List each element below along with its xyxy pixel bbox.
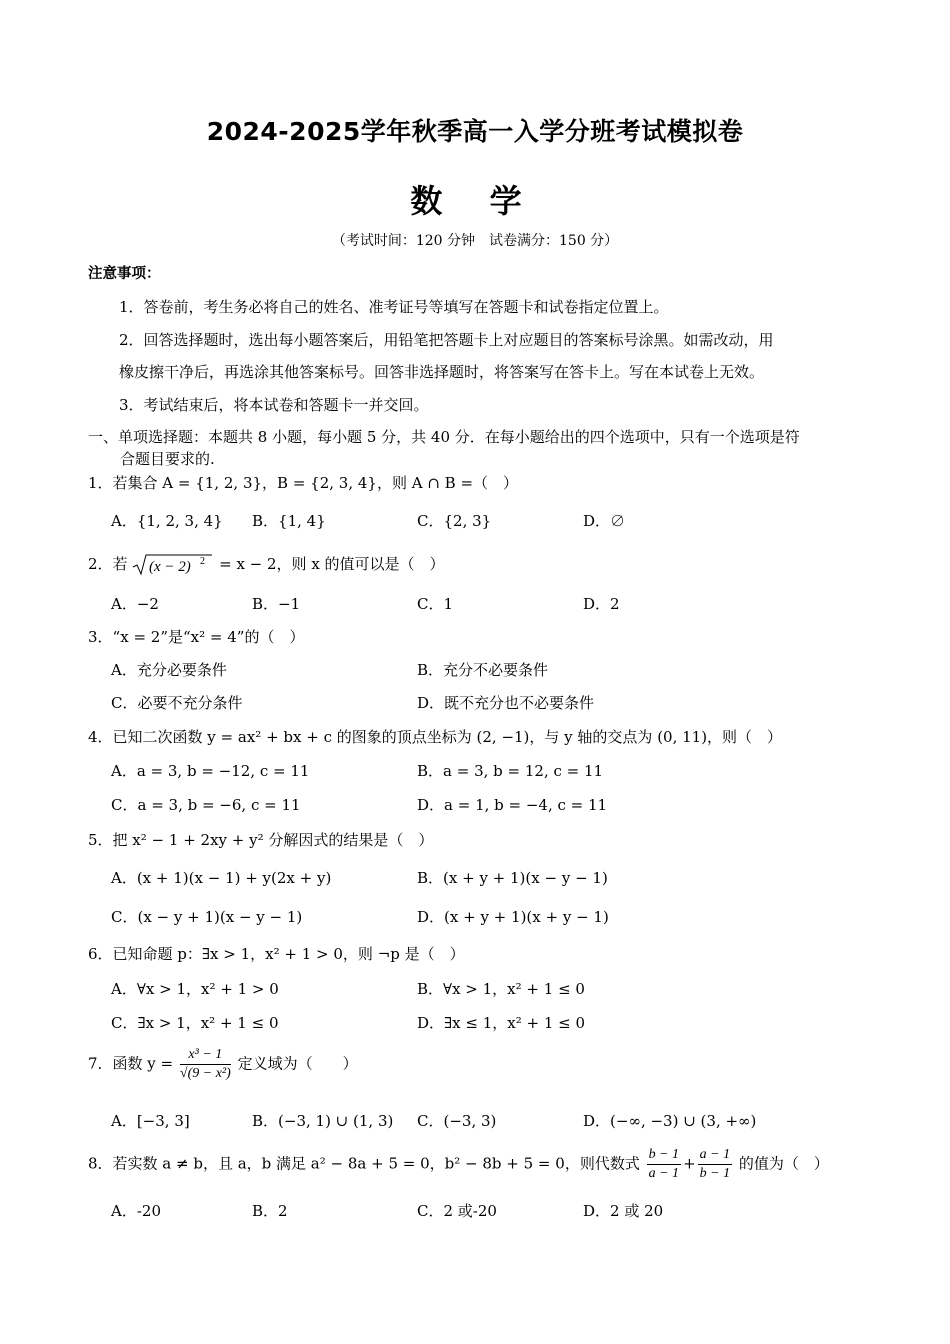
question-2-option-a: A．−2 [111, 595, 159, 613]
question-8-option-a: A．-20 [111, 1202, 161, 1220]
question-3-option-a: A．充分必要条件 [111, 661, 227, 679]
question-5-option-c: C．(x − y + 1)(x − y − 1) [111, 908, 303, 926]
question-7-option-d: D．(−∞, −3) ∪ (3, +∞) [583, 1112, 757, 1130]
question-5-option-b: B．(x + y + 1)(x − y − 1) [417, 869, 608, 887]
section-heading [88, 426, 868, 470]
question-3-option-d: D．既不充分也不必要条件 [417, 694, 595, 712]
subject-title: 数 学 [410, 182, 540, 220]
notice-item-3: 3．考试结束后，将本试卷和答题卡一并交回。 [119, 396, 429, 414]
question-8-option-c: C．2 或-20 [417, 1202, 497, 1220]
exam-info: （考试时间：120 分钟 试卷满分：150 分） [331, 233, 619, 249]
question-8-stem-start: 8．若实数 a ≠ b，且 a，b 满足 a² − 8a + 5 = 0，b² − 8b + 5 = 0，则代数式 [88, 1154, 640, 1173]
question-2-option-d: D．2 [583, 595, 620, 613]
question-1-option-b: B．{1, 4} [252, 512, 326, 530]
question-4-option-c: C．a = 3, b = −6, c = 11 [111, 796, 301, 814]
question-4-option-d: D．a = 1, b = −4, c = 11 [417, 796, 608, 814]
question-4-option-a: A．a = 3, b = −12, c = 11 [111, 762, 310, 780]
question-6-option-d: D．∃x ≤ 1，x² + 1 ≤ 0 [417, 1014, 586, 1032]
notice-item-1: 1．答卷前，考生务必将自己的姓名、准考证号等填写在答题卡和试卷指定位置上。 [119, 298, 669, 316]
question-6-option-c: C．∃x > 1，x² + 1 ≤ 0 [111, 1014, 279, 1032]
question-1-option-d: D．∅ [583, 512, 626, 530]
question-1-option-a: A．{1, 2, 3, 4} [111, 512, 223, 530]
question-7-stem-end: 定义域为（ ） [237, 1054, 358, 1073]
section-heading-line-2: 合题目要求的. [120, 450, 215, 468]
question-8-fraction-2-numerator: a − 1 [698, 1146, 732, 1165]
question-3-option-b: B．充分不必要条件 [417, 661, 549, 679]
question-8-stem: 8．若实数 a ≠ b，且 a，b 满足 a² − 8a + 5 = 0，b² − 8b + 5 = 0，则代数式 $\frac{b - 1}{a - 1}$ + $\frac{a - 1}{b - 1}$ 的值为（ ） [88, 1147, 829, 1181]
question-8-fraction-1 [647, 1146, 681, 1183]
question-7-numerator: x³ − 1 [180, 1046, 231, 1065]
section-heading-line-1: 一、单项选择题：本题共 8 小题，每小题 5 分，共 40 分．在每小题给出的四个选项中，只有一个选项是符 [88, 428, 800, 446]
question-2-option-c: C．1 [417, 595, 454, 613]
question-7-option-b: B．(−3, 1) ∪ (1, 3) [252, 1112, 394, 1130]
question-6-option-a: A．∀x > 1，x² + 1 > 0 [111, 980, 279, 998]
question-4-stem: 4．已知二次函数 y = ax² + bx + c 的图象的顶点坐标为 (2, −1)，与 y 轴的交点为 (0, 11)，则（ ） [88, 728, 783, 746]
question-3-stem: 3．“x = 2”是“x² = 4”的（ ） [88, 628, 305, 646]
question-6-option-b: B．∀x > 1，x² + 1 ≤ 0 [417, 980, 585, 998]
svg-text:(x − 2): (x − 2) [149, 559, 192, 575]
question-8-fraction-2-denominator: b − 1 [699, 1166, 731, 1181]
question-8-option-d: D．2 或 20 [583, 1202, 664, 1220]
question-7-stem [88, 1046, 358, 1083]
question-7-option-c: C．(−3, 3) [417, 1112, 497, 1130]
question-5-stem: 5．把 x² − 1 + 2xy + y² 分解因式的结果是（ ） [88, 831, 434, 849]
notice-item-2-line-2: 橡皮擦干净后，再选涂其他答案标号。回答非选择题时，将答案写在答卡上。写在本试卷上无效。 [119, 363, 765, 381]
question-3-option-c: C．必要不充分条件 [111, 694, 243, 712]
question-8-fraction-1-denominator: a − 1 [648, 1166, 680, 1181]
question-8-option-b: B．2 [252, 1202, 288, 1220]
page-title: 2024-2025学年秋季高一入学分班考试模拟卷 [206, 117, 744, 146]
question-7-stem-start: 7．函数 y = [88, 1054, 174, 1073]
question-7-denominator: √(9 − x²) [179, 1066, 231, 1081]
question-4-option-b: B．a = 3, b = 12, c = 11 [417, 762, 604, 780]
question-2-stem-end: = x − 2，则 x 的值可以是（ ） [219, 555, 445, 573]
svg-text:2: 2 [200, 556, 206, 567]
question-2-stem-start: 2．若 [88, 555, 128, 573]
question-6-stem: 6．已知命题 p：∃x > 1，x² + 1 > 0，则 ¬p 是（ ） [88, 945, 465, 963]
sqrt-expression-icon [132, 553, 214, 577]
question-1-stem: 1．若集合 A = {1, 2, 3}，B = {2, 3, 4}，则 A ∩ B =（ ） [88, 474, 519, 492]
question-8-fraction-2 [698, 1146, 732, 1183]
question-2-option-b: B．−1 [252, 595, 301, 613]
question-7-fraction [180, 1046, 231, 1083]
question-1-option-c: C．{2, 3} [417, 512, 492, 530]
question-8-stem-end: 的值为（ ） [738, 1154, 829, 1173]
question-2-stem [88, 553, 445, 577]
question-7-option-a: A．[−3, 3] [111, 1112, 190, 1130]
question-5-option-a: A．(x + 1)(x − 1) + y(2x + y) [111, 869, 332, 887]
notice-item-2-line-1: 2．回答选择题时，选出每小题答案后，用铅笔把答题卡上对应题目的答案标号涂黑。如需改动，用 [119, 331, 774, 349]
question-5-option-d: D．(x + y + 1)(x + y − 1) [417, 908, 609, 926]
notice-heading: 注意事项： [88, 266, 161, 282]
question-8-fraction-1-numerator: b − 1 [647, 1146, 681, 1165]
